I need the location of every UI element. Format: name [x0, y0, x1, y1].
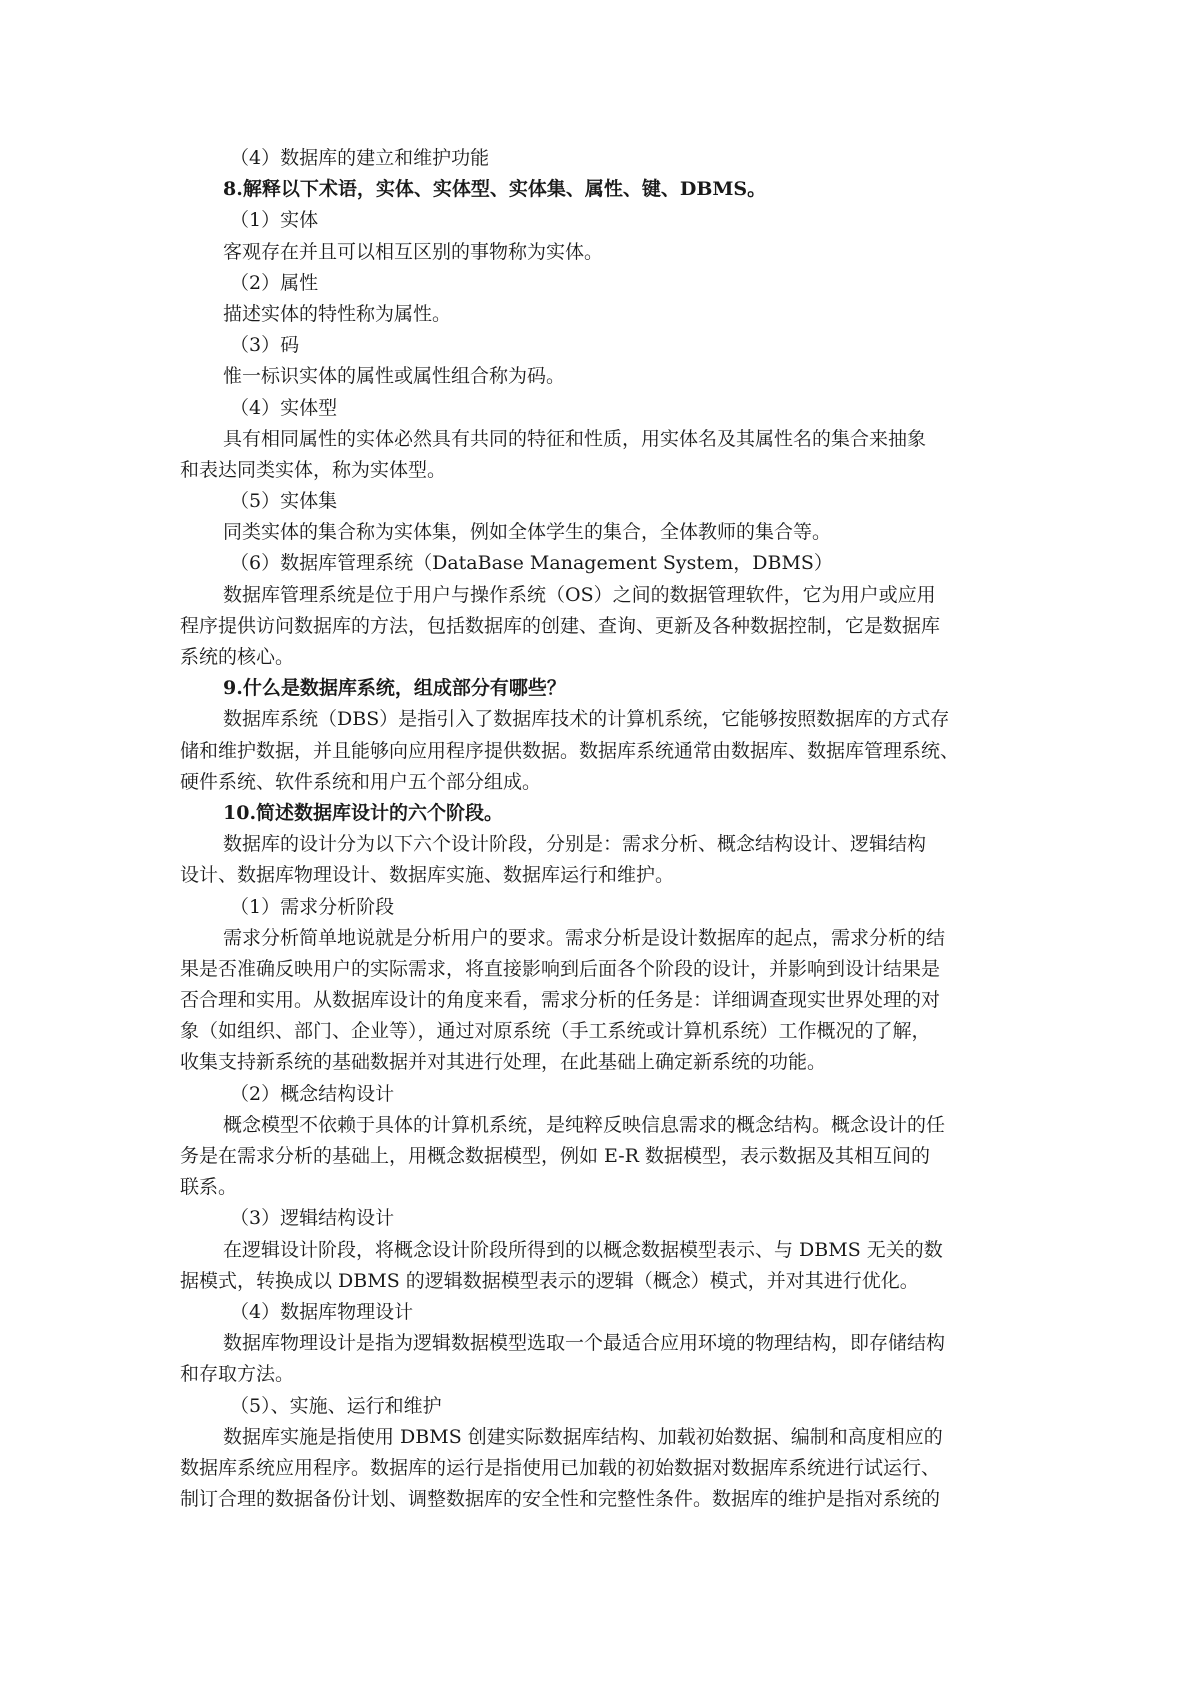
paragraph-line: 数据库系统（DBS）是指引入了数据库技术的计算机系统，它能够按照数据库的方式存: [223, 708, 950, 731]
paragraph-line: 客观存在并且可以相互区别的事物称为实体。: [223, 240, 604, 263]
paragraph-line: 储和维护数据，并且能够向应用程序提供数据。数据库系统通常由数据库、数据库管理系统、: [180, 739, 960, 762]
subheading-line: （2）概念结构设计: [230, 1082, 395, 1105]
paragraph-line: 数据库系统应用程序。数据库的运行是指使用已加载的初始数据对数据库系统进行试运行、: [180, 1456, 941, 1479]
subheading-line: （1）实体: [230, 209, 319, 232]
subheading-line: （3）码: [230, 334, 300, 357]
paragraph-line: 果是否准确反映用户的实际需求，将直接影响到后面各个阶段的设计，并影响到设计结果是: [180, 957, 941, 980]
paragraph-line: 据模式，转换成以 DBMS 的逻辑数据模型表示的逻辑（概念）模式，并对其进行优化。: [180, 1269, 919, 1292]
paragraph-line: 描述实体的特性称为属性。: [223, 302, 452, 325]
paragraph-line: 和表达同类实体，称为实体型。: [180, 458, 447, 481]
paragraph-line: 数据库物理设计是指为逻辑数据模型选取一个最适合应用环境的物理结构，即存储结构: [223, 1332, 946, 1355]
subheading-line: （1）需求分析阶段: [230, 895, 395, 918]
paragraph-line: 制订合理的数据备份计划、调整数据库的安全性和完整性条件。数据库的维护是指对系统的: [180, 1488, 941, 1511]
paragraph-line: 和存取方法。: [180, 1363, 295, 1386]
subheading-line: （3）逻辑结构设计: [230, 1207, 395, 1230]
paragraph-line: 收集支持新系统的基础数据并对其进行处理，在此基础上确定新系统的功能。: [180, 1051, 827, 1074]
document-body: [180, 143, 1018, 1515]
question-heading: 9.什么是数据库系统，组成部分有哪些？: [223, 677, 566, 700]
paragraph-line: 惟一标识实体的属性或属性组合称为码。: [223, 365, 566, 388]
paragraph-line: 数据库实施是指使用 DBMS 创建实际数据库结构、加载初始数据、编制和高度相应的: [223, 1425, 943, 1448]
subheading-line: （5）、实施、运行和维护: [230, 1394, 442, 1417]
paragraph-line: 设计、数据库物理设计、数据库实施、数据库运行和维护。: [180, 864, 675, 887]
question-heading: 8.解释以下术语，实体、实体型、实体集、属性、键、DBMS。: [223, 178, 767, 201]
question-heading: 10.简述数据库设计的六个阶段。: [223, 801, 504, 824]
paragraph-line: 象（如组织、部门、企业等），通过对原系统（手工系统或计算机系统）工作概况的了解，: [180, 1020, 931, 1043]
subheading-line: （4）实体型: [230, 396, 338, 419]
subheading-line: （5）实体集: [230, 490, 338, 513]
paragraph-line: 数据库管理系统是位于用户与操作系统（OS）之间的数据管理软件，它为用户或应用: [223, 583, 936, 606]
subheading-line: （6）数据库管理系统（DataBase Management System，DBMS）: [230, 552, 833, 575]
paragraph-line: 程序提供访问数据库的方法，包括数据库的创建、查询、更新及各种数据控制，它是数据库: [180, 614, 941, 637]
paragraph-line: 否合理和实用。从数据库设计的角度来看，需求分析的任务是：详细调查现实世界处理的对: [180, 989, 941, 1012]
subheading-line: （4）数据库的建立和维护功能: [230, 147, 490, 169]
paragraph-line: 数据库的设计分为以下六个设计阶段，分别是：需求分析、概念结构设计、逻辑结构: [223, 833, 927, 856]
paragraph-line: 联系。: [180, 1176, 238, 1199]
paragraph-line: 务是在需求分析的基础上，用概念数据模型，例如 E-R 数据模型，表示数据及其相互间的: [180, 1145, 931, 1167]
subheading-line: （4）数据库物理设计: [230, 1300, 414, 1323]
paragraph-line: 具有相同属性的实体必然具有共同的特征和性质，用实体名及其属性名的集合来抽象: [223, 427, 927, 450]
paragraph-line: 系统的核心。: [180, 646, 295, 668]
subheading-line: （2）属性: [230, 271, 319, 294]
paragraph-line: 同类实体的集合称为实体集，例如全体学生的集合，全体教师的集合等。: [223, 521, 832, 544]
paragraph-line: 概念模型不依赖于具体的计算机系统，是纯粹反映信息需求的概念结构。概念设计的任: [223, 1113, 946, 1136]
paragraph-line: 硬件系统、软件系统和用户五个部分组成。: [180, 770, 542, 793]
paragraph-line: 需求分析简单地说就是分析用户的要求。需求分析是设计数据库的起点，需求分析的结: [223, 926, 946, 949]
paragraph-line: 在逻辑设计阶段，将概念设计阶段所得到的以概念数据模型表示、与 DBMS 无关的数: [223, 1238, 943, 1261]
